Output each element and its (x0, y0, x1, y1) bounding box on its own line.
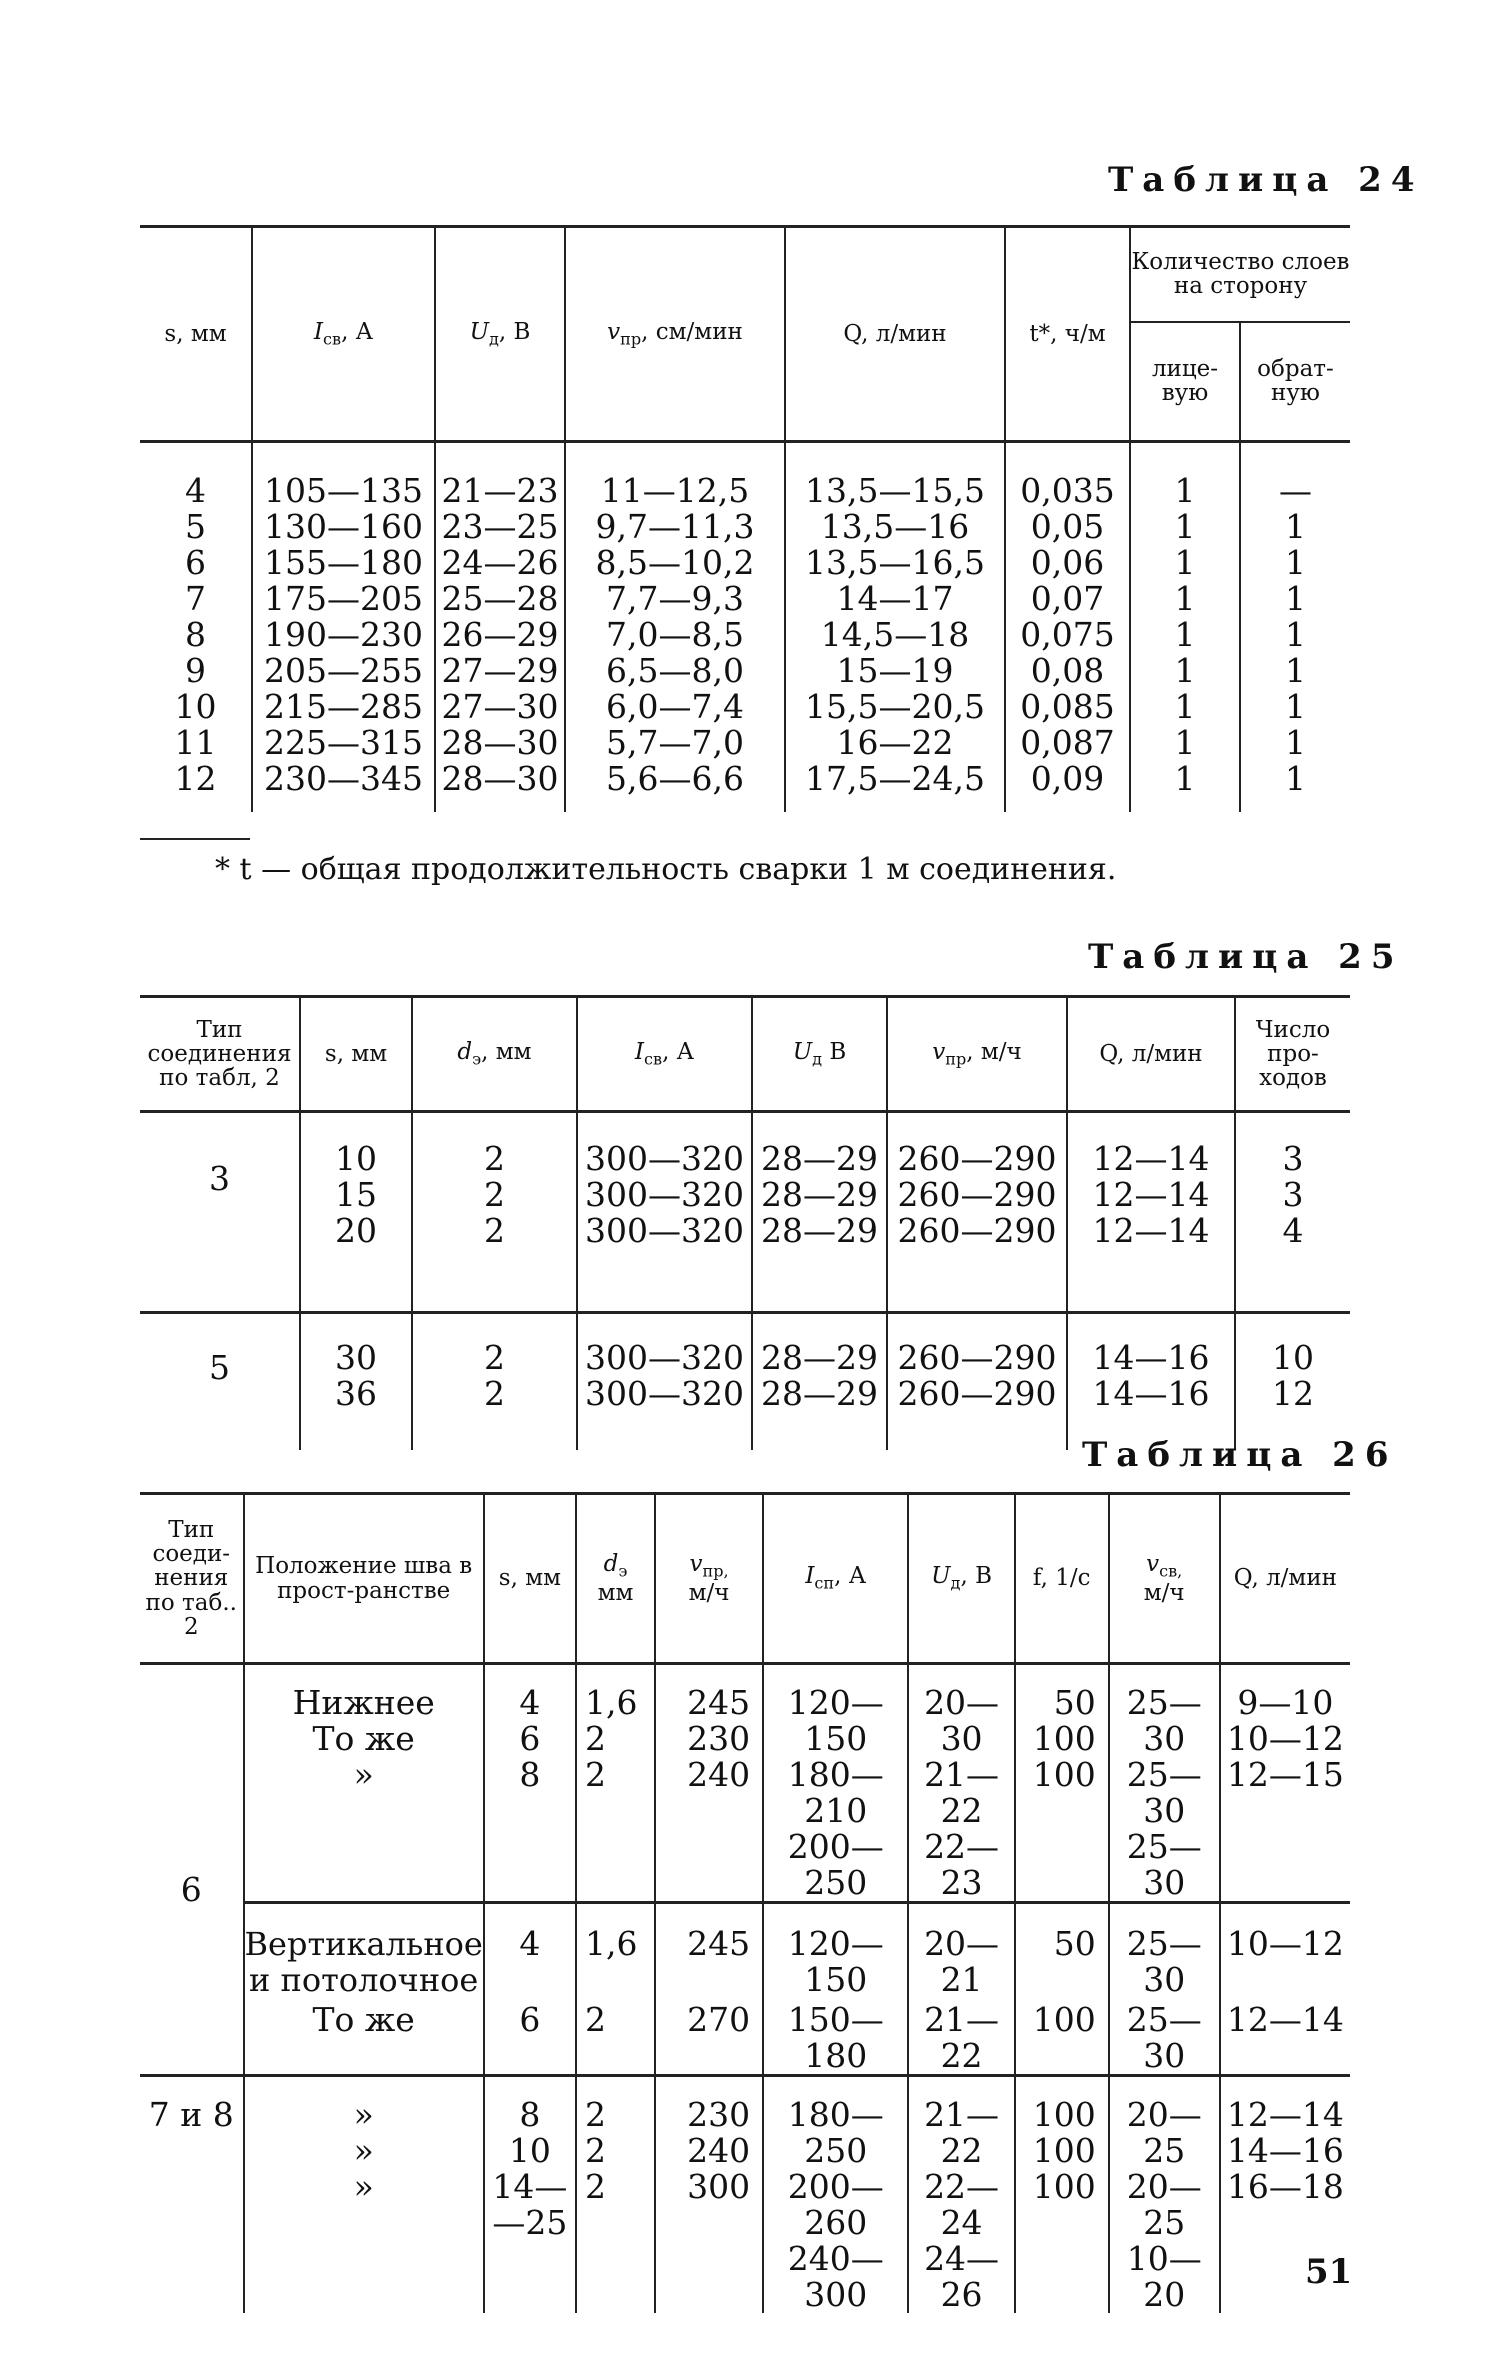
t26-header-diameter: $d_э$ мм (576, 1494, 655, 1664)
t26-subgroup-2a (140, 1903, 1350, 1999)
t26-s2b-flow: 12—14 (1220, 1998, 1350, 2076)
t26-s3-voltage: 21—22 22—24 24—26 (908, 2076, 1014, 2314)
table-25-caption: Таблица 25 (1088, 937, 1404, 977)
t24-col-time: 0,035 0,05 0,06 0,07 0,075 0,08 0,085 0,087 0,09 (1005, 442, 1130, 813)
t24-col-voltage: 21—23 23—25 24—26 25—28 26—29 27—29 27—30 28—30 28—30 (435, 442, 565, 813)
t24-header-current: $I_{св}$, А (252, 227, 435, 442)
t26-s3-vsv: 20—25 20—25 10—20 (1109, 2076, 1220, 2314)
t25-header-voltage: $U_д$ В (752, 997, 887, 1112)
table-26-caption: Таблица 26 (1082, 1435, 1398, 1475)
page-number: 51 (1305, 2252, 1353, 2292)
t26-s3-vpr: 230 240 300 (655, 2076, 763, 2314)
t26-s2b-position: То же (244, 1998, 484, 2076)
t24-col-current: 105—135 130—160 155—180 175—205 190—230 205—255 215—285 225—315 230—345 (252, 442, 435, 813)
t26-s3-position: » » » (244, 2076, 484, 2314)
t25-g1-passes: 3 3 4 (1235, 1112, 1350, 1313)
t26-header-type: Тип соеди-нения по таб.. 2 (140, 1494, 244, 1664)
t24-header-layers: Количество слоев на сторону (1130, 227, 1350, 322)
t26-s2a-vsv: 25—30 (1109, 1903, 1220, 1999)
t25-header-diameter: $d_э$, мм (412, 997, 577, 1112)
t26-s1-current: 120—150 180—210 200—250 (763, 1664, 908, 1903)
t26-header-frequency: f, 1/с (1015, 1494, 1109, 1664)
t25-g2-q: 14—16 14—16 (1067, 1313, 1235, 1451)
t26-header-current: $I_{сп}$, А (763, 1494, 908, 1664)
t25-g1-u: 28—29 28—29 28—29 (752, 1112, 887, 1313)
t26-s3-flow: 12—14 14—16 16—18 (1220, 2076, 1350, 2314)
t26-s2a-position: Вертикальное и потолочное (244, 1903, 484, 1999)
t25-g2-u: 28—29 28—29 (752, 1313, 887, 1451)
t26-s1-vpr: 245 230 240 (655, 1664, 763, 1903)
t24-header-back: обрат-ную (1240, 322, 1350, 442)
t25-g1-type: 3 (209, 1159, 230, 1198)
t25-g1-v: 260—290 260—290 260—290 (887, 1112, 1067, 1313)
t26-s2a-d: 1,6 (576, 1903, 655, 1999)
t26-header-wire-speed: $v_{пр,}$ м/ч (655, 1494, 763, 1664)
t25-g1-d: 2 2 2 (412, 1112, 577, 1313)
t24-col-speed: 11—12,5 9,7—11,3 8,5—10,2 7,7—9,3 7,0—8,5 6,5—8,0 6,0—7,4 5,7—7,0 5,6—6,6 (565, 442, 785, 813)
t26-s1-d: 1,6 2 2 (576, 1664, 655, 1903)
t24-header-face: лице-вую (1130, 322, 1240, 442)
t26-header-position: Положение шва в прост-ранстве (244, 1494, 484, 1664)
t25-g2-s: 30 36 (300, 1313, 412, 1451)
t26-s2a-s: 4 (484, 1903, 576, 1999)
table-24-caption: Таблица 24 (1108, 160, 1424, 200)
t26-s2a-vpr: 245 (655, 1903, 763, 1999)
t25-g2-passes: 10 12 (1235, 1313, 1350, 1451)
t26-s3-frequency: 100 100 100 (1015, 2076, 1109, 2314)
t26-s2b-d: 2 (576, 1998, 655, 2076)
t26-s1-flow: 9—10 10—12 12—15 (1220, 1664, 1350, 1903)
t26-s2a-voltage: 20—21 (908, 1903, 1014, 1999)
t26-s2b-s: 6 (484, 1998, 576, 2076)
t25-g1-q: 12—14 12—14 12—14 (1067, 1112, 1235, 1313)
t26-s2a-frequency: 50 (1015, 1903, 1109, 1999)
t26-s1-position: Нижнее То же » (244, 1664, 484, 1903)
t24-header-s: s, мм (140, 227, 252, 442)
t25-g2-d: 2 2 (412, 1313, 577, 1451)
t26-s1-vsv: 25—30 25—30 25—30 (1109, 1664, 1220, 1903)
t26-type-7-8: 7 и 8 (140, 2076, 244, 2314)
table-25 (140, 995, 1350, 1450)
t24-header-voltage: $U_д$, В (435, 227, 565, 442)
t26-s2a-flow: 10—12 (1220, 1903, 1350, 1999)
t25-g2-i: 300—320 300—320 (577, 1313, 752, 1451)
t26-header-flow: Q, л/мин (1220, 1494, 1350, 1664)
t26-s2b-vsv: 25—30 (1109, 1998, 1220, 2076)
table-26 (140, 1492, 1353, 2314)
t24-header-time: t*, ч/м (1005, 227, 1130, 442)
t25-header-flow: Q, л/мин (1067, 997, 1235, 1112)
t26-subgroup-3 (140, 2076, 1350, 2314)
table-24 (140, 225, 1350, 812)
t24-col-face: 1 1 1 1 1 1 1 1 1 (1130, 442, 1240, 813)
t26-s2b-vpr: 270 (655, 1998, 763, 2076)
t25-g2-type: 5 (140, 1313, 300, 1451)
t26-s3-d: 2 2 2 (576, 2076, 655, 2314)
t26-s2b-voltage: 21—22 (908, 1998, 1014, 2076)
t25-group-1 (140, 1112, 1350, 1313)
t26-s2a-current: 120—150 (763, 1903, 908, 1999)
t24-col-s: 4 5 6 7 8 9 10 11 12 (174, 471, 217, 798)
t24-footnote: * t — общая продолжительность сварки 1 м соединения. (215, 852, 1117, 887)
t25-header-s: s, мм (300, 997, 412, 1112)
t26-header-voltage: $U_д$, В (908, 1494, 1014, 1664)
t26-header-s: s, мм (484, 1494, 576, 1664)
t25-header-speed: $v_{пр}$, м/ч (887, 997, 1067, 1112)
t26-s3-s: 8 10 14— —25 (484, 2076, 576, 2314)
footnote-rule (140, 838, 250, 840)
t26-subgroup-1 (140, 1664, 1350, 1903)
t26-s1-frequency: 50 100 100 (1015, 1664, 1109, 1903)
t25-header-passes: Число про-ходов (1235, 997, 1350, 1112)
t26-type-6: 6 (180, 1869, 202, 1909)
t25-header-current: $I_{св}$, А (577, 997, 752, 1112)
t26-s2b-current: 150—180 (763, 1998, 908, 2076)
t24-col-back: — 1 1 1 1 1 1 1 1 (1240, 442, 1350, 813)
t26-s3-current: 180—250 200—260 240—300 (763, 2076, 908, 2314)
t26-subgroup-2b (140, 1998, 1350, 2076)
t24-header-flow: Q, л/мин (785, 227, 1005, 442)
t26-s1-s: 4 6 8 (484, 1664, 576, 1903)
t25-header-type: Тип соединения по табл, 2 (140, 997, 300, 1112)
t25-g1-i: 300—320 300—320 300—320 (577, 1112, 752, 1313)
t24-col-flow: 13,5—15,5 13,5—16 13,5—16,5 14—17 14,5—18 15—19 15,5—20,5 16—22 17,5—24,5 (785, 442, 1005, 813)
t25-g1-s: 10 15 20 (300, 1112, 412, 1313)
t25-g2-v: 260—290 260—290 (887, 1313, 1067, 1451)
t24-header-speed: $v_{пр}$, см/мин (565, 227, 785, 442)
t25-group-2 (140, 1313, 1350, 1451)
t26-header-weld-speed: $v_{св,}$ м/ч (1109, 1494, 1220, 1664)
t26-s1-voltage: 20—30 21—22 22—23 (908, 1664, 1014, 1903)
t26-s2b-frequency: 100 (1015, 1998, 1109, 2076)
